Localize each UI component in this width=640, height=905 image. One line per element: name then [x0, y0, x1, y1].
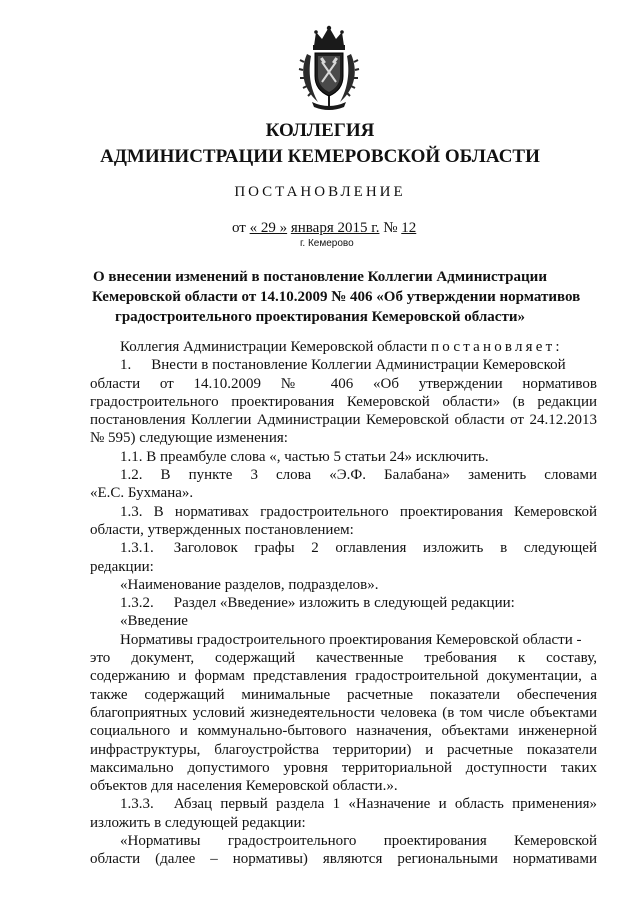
body-line — [90, 338, 597, 356]
body-line: изложить в следующей редакции: — [90, 814, 306, 831]
body-line: это документ, содержащий качественные требования к составу, — [90, 650, 597, 667]
body-line: «Наименование разделов, подразделов». — [120, 576, 379, 593]
document-title — [92, 267, 581, 327]
body-line: социального и коммунально-бытового назначения, объектами инженерной — [90, 723, 597, 740]
body-text: Внести в постановление Коллегии Администрации Кемеровской — [151, 357, 566, 374]
item-number: 1.3.3. — [120, 796, 154, 813]
date-month-year: января 2015 г. — [290, 220, 380, 236]
title-line: О внесении изменений в постановление Коллегии Администрации — [93, 269, 547, 285]
body-line: Нормативы градостроительного проектирования Кемеровской области - — [120, 631, 582, 648]
body-line: инфраструктуры, благоустройства территории) и расчетные показатели — [90, 741, 597, 758]
body-line: «Введение — [120, 613, 188, 630]
document-number: 12 — [401, 220, 417, 236]
body-line: содержанию и формам представления градостроительной документации, а — [90, 668, 597, 685]
body-line: области, утвержденных постановлением: — [90, 521, 354, 538]
number-sign: № — [383, 220, 398, 236]
body-line: «Е.С. Бухмана». — [90, 485, 194, 502]
document-body — [90, 338, 597, 869]
issuer-line-2: АДМИНИСТРАЦИИ КЕМЕРОВСКОЙ ОБЛАСТИ — [100, 146, 540, 167]
document-type: ПОСТАНОВЛЕНИЕ — [234, 184, 406, 200]
body-line: 1.1. В преамбуле слова «, частью 5 статьи 24» исключить. — [120, 448, 489, 465]
body-line — [90, 795, 597, 813]
item-number: 1. — [120, 357, 132, 374]
body-line — [90, 356, 597, 374]
body-line: № 595) следующие изменения: — [90, 430, 288, 447]
body-line: «Нормативы градостроительного проектирования Кемеровской — [120, 833, 597, 850]
title-line: Кемеровской области от 14.10.2009 № 406 «Об утверждении нормативов — [92, 289, 581, 305]
body-line — [90, 594, 597, 612]
date-day: « 29 » — [249, 220, 288, 236]
item-number: 1.3.1. — [120, 540, 154, 557]
body-text: Коллегия Администрации Кемеровской области — [120, 339, 428, 355]
item-number: 1.3.2. — [120, 595, 154, 612]
body-line: области от 14.10.2009 № 406 «Об утверждении нормативов — [90, 375, 597, 392]
body-line: максимально допустимого уровня территориальной доступности таких — [90, 759, 597, 776]
title-line: градостроительного проектирования Кемеровской области» — [115, 309, 525, 325]
body-line: редакции: — [90, 558, 154, 575]
body-line: также содержащий минимальные расчетные показатели обеспечения — [90, 686, 597, 703]
body-text: Абзац первый раздела 1 «Назначение и область применения» — [173, 796, 597, 813]
body-line: постановления Коллегии Администрации Кемеровской области от 24.12.2013 — [90, 412, 597, 429]
document-dateline — [232, 219, 472, 237]
body-line: объектов для населения Кемеровской области.». — [90, 778, 398, 795]
body-line: области (далее – нормативы) являются региональными нормативами — [90, 851, 597, 868]
body-line: градостроительного проектирования Кемеровской области» (в редакции — [90, 393, 597, 410]
body-line: благоприятных условий жизнедеятельности человека (в том числе объектами — [90, 704, 597, 721]
body-line — [90, 539, 597, 557]
date-prefix: от — [232, 220, 246, 236]
body-text: Заголовок графы 2 оглавления изложить в следующей — [173, 540, 597, 557]
issuer-line-1: КОЛЛЕГИЯ — [265, 120, 375, 141]
body-text-spaced: постановляет: — [431, 339, 563, 355]
body-text: Раздел «Введение» изложить в следующей редакции: — [173, 595, 515, 612]
body-line: 1.2. В пункте 3 слова «Э.Ф. Балабана» заменить словами — [120, 467, 597, 484]
kemerovo-coat-of-arms-icon — [298, 22, 360, 112]
document-city: г. Кемерово — [300, 238, 354, 249]
body-line: 1.3. В нормативах градостроительного проектирования Кемеровской — [120, 503, 597, 520]
